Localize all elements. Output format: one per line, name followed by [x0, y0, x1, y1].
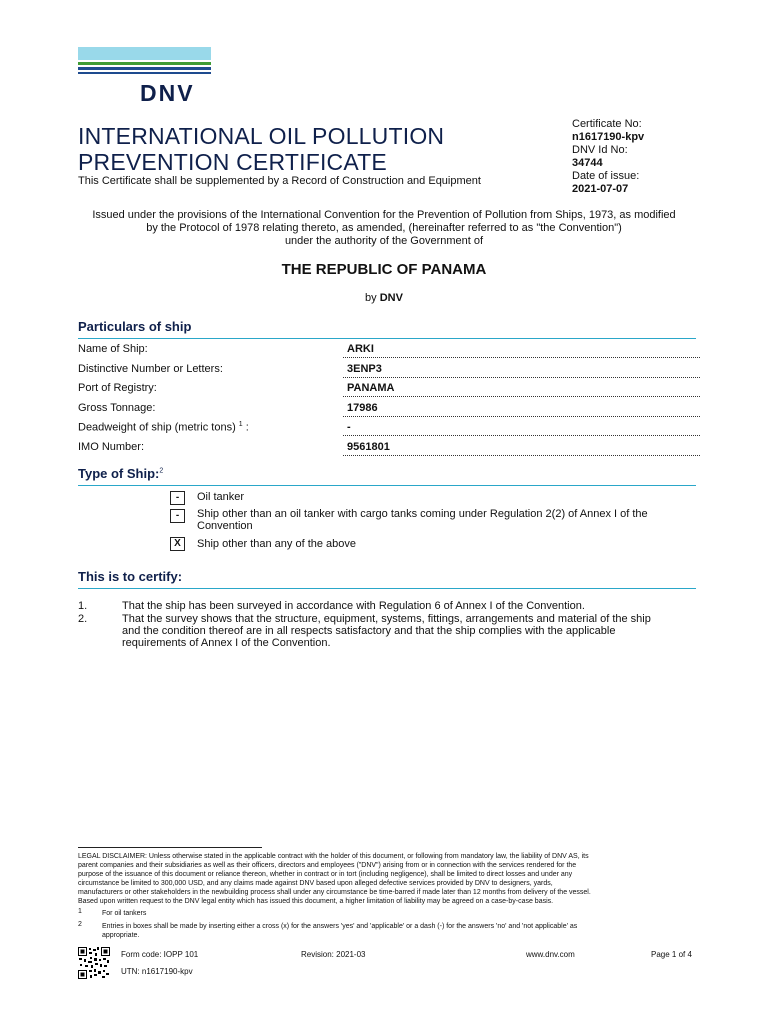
issuer-prefix: by: [365, 292, 377, 304]
particulars-heading: Particulars of ship: [78, 319, 696, 339]
flag-state: THE REPUBLIC OF PANAMA: [281, 261, 487, 278]
particular-label: IMO Number:: [78, 441, 145, 453]
certify-item-text: [122, 613, 702, 649]
certificate-subtitle: This Certificate shall be supplemented by a Record of Construction and Equipment: [78, 175, 481, 187]
footnote-separator: [78, 847, 262, 848]
certify-item-text: That the ship has been surveyed in accordance with Regulation 6 of Annex I of the Convention.: [122, 600, 585, 612]
dnv-id-label: DNV Id No:: [572, 144, 628, 156]
revision: Revision: 2021-03: [301, 950, 366, 959]
particular-value: 3ENP3: [343, 363, 700, 378]
particular-value: -: [343, 421, 700, 436]
particular-label: Name of Ship:: [78, 343, 148, 355]
footnote-ref-2: 2: [159, 467, 164, 475]
particular-row: [78, 441, 696, 457]
checkbox-cargo-tanks[interactable]: -: [170, 509, 185, 523]
particular-label: [78, 421, 249, 434]
dnv-id-value: 34744: [572, 157, 603, 169]
qr-code: [78, 947, 110, 979]
date-of-issue-label: Date of issue:: [572, 170, 640, 182]
certify-item: [78, 600, 738, 614]
issued-line-2: by the Protocol of 1978 relating thereto, as amended, (hereinafter referred to as "the Convention"): [146, 222, 622, 234]
option-label: Oil tanker: [197, 491, 245, 503]
title-line-2: PREVENTION CERTIFICATE: [78, 149, 387, 175]
disclaimer-line: manufacturers or other stakeholders in the newbuilding process shall under any circumstance be time-barred if made later than 12 months from delivery of the vessel.: [78, 889, 591, 896]
disclaimer-line: LEGAL DISCLAIMER: Unless otherwise stated in the applicable contract with the holder of this document, or following from mandatory law, the liability of DNV AS, its: [78, 853, 589, 860]
particular-label-text: Deadweight of ship (metric tons): [78, 421, 239, 434]
logo-sky-band: [78, 47, 211, 60]
certificate-meta: [572, 118, 644, 196]
particular-row: [78, 343, 696, 359]
particular-row: [78, 363, 696, 379]
checkbox-oil-tanker[interactable]: -: [170, 491, 185, 505]
logo-blue-line-thin: [78, 72, 211, 74]
disclaimer-line: circumstance be limited to 300,000 USD, and any claims made against DNV based upon alleged defective services provided by DNV to designers, yards,: [78, 880, 553, 887]
particular-row: [78, 382, 696, 398]
title-line-1: INTERNATIONAL OIL POLLUTION: [78, 123, 445, 149]
option-label: Ship other than any of the above: [197, 538, 357, 550]
page-number: Page 1 of 4: [651, 950, 692, 959]
disclaimer-line: parent companies and their subsidiaries as well as their officers, directors and employees ("DNV") arising from or in connection with the services rendered for the: [78, 862, 577, 869]
particular-label: Gross Tonnage:: [78, 402, 156, 414]
issued-line-3: under the authority of the Government of: [284, 235, 484, 247]
cert-no-value: n1617190-kpv: [572, 131, 645, 143]
checkbox-other-ship[interactable]: X: [170, 537, 185, 551]
legal-disclaimer: [78, 852, 698, 906]
logo-text: DNV: [140, 80, 195, 106]
dnv-logo: [78, 47, 211, 105]
certificate-title: [78, 123, 444, 175]
particular-label-suffix: :: [242, 421, 249, 434]
footnote-ref-1: 1: [238, 421, 243, 428]
disclaimer-line: Based upon written request to the DNV legal entity which has issued this document, a higher limitation of liability may be agreed on a case-by-case basis.: [78, 898, 554, 905]
certify-text-line: and the condition thereof are in all respects satisfactory and that the ship complies with the applicable: [122, 625, 616, 637]
particular-label: Distinctive Number or Letters:: [78, 363, 223, 375]
footnote-text-line: Entries in boxes shall be made by inserting either a cross (x) for the answers 'yes' and 'applicable' or a dash (-) for the answers 'no' and 'not applicable' as: [102, 923, 578, 930]
ship-type-heading-text: Type of Ship:: [78, 466, 160, 481]
issuer-line: [0, 292, 768, 304]
particular-row: [78, 421, 696, 437]
option-label-line-2: Convention: [197, 520, 253, 532]
particular-value: ARKI: [343, 343, 700, 358]
certify-item-number: 2.: [78, 613, 88, 625]
particular-value: PANAMA: [343, 382, 700, 397]
issued-line-1: Issued under the provisions of the International Convention for the Prevention of Pollution from Ships, 1973, as modified: [92, 209, 676, 221]
particular-row: [78, 402, 696, 418]
footnote-number: 1: [78, 908, 82, 915]
website-link[interactable]: www.dnv.com: [526, 950, 575, 959]
logo-blue-line: [78, 67, 211, 70]
footnote-text: For oil tankers: [102, 910, 147, 917]
disclaimer-line: purpose of the issuance of this document or reliance thereon, whether in contract or in tort (including negligence), shall be limited to direct losses and under any: [78, 871, 573, 878]
particular-value: 17986: [343, 402, 700, 417]
footnote-text: [102, 922, 702, 940]
logo-green-line: [78, 62, 211, 65]
date-of-issue-value: 2021-07-07: [572, 183, 629, 195]
cert-no-label: Certificate No:: [572, 118, 642, 130]
footnote-text-line: appropriate.: [102, 932, 140, 939]
certify-item: [78, 613, 738, 653]
particular-label: Port of Registry:: [78, 382, 157, 394]
certify-item-number: 1.: [78, 600, 88, 612]
footnote-number: 2: [78, 921, 82, 928]
certify-text-line: That the survey shows that the structure, equipment, systems, fittings, arrangements and material of the ship: [122, 613, 651, 625]
ship-type-heading: [78, 466, 696, 486]
option-label: [197, 508, 687, 532]
form-code: Form code: IOPP 101: [121, 950, 199, 959]
certify-heading: This is to certify:: [78, 569, 696, 589]
issuer-org: DNV: [379, 292, 403, 304]
certify-text-line: requirements of Annex I of the Convention.: [122, 637, 331, 649]
utn-number: UTN: n1617190-kpv: [121, 967, 193, 976]
particular-value: 9561801: [343, 441, 700, 456]
option-label-line-1: Ship other than an oil tanker with cargo tanks coming under Regulation 2(2) of Annex I of the: [197, 508, 648, 520]
issued-under-paragraph: [60, 209, 708, 248]
